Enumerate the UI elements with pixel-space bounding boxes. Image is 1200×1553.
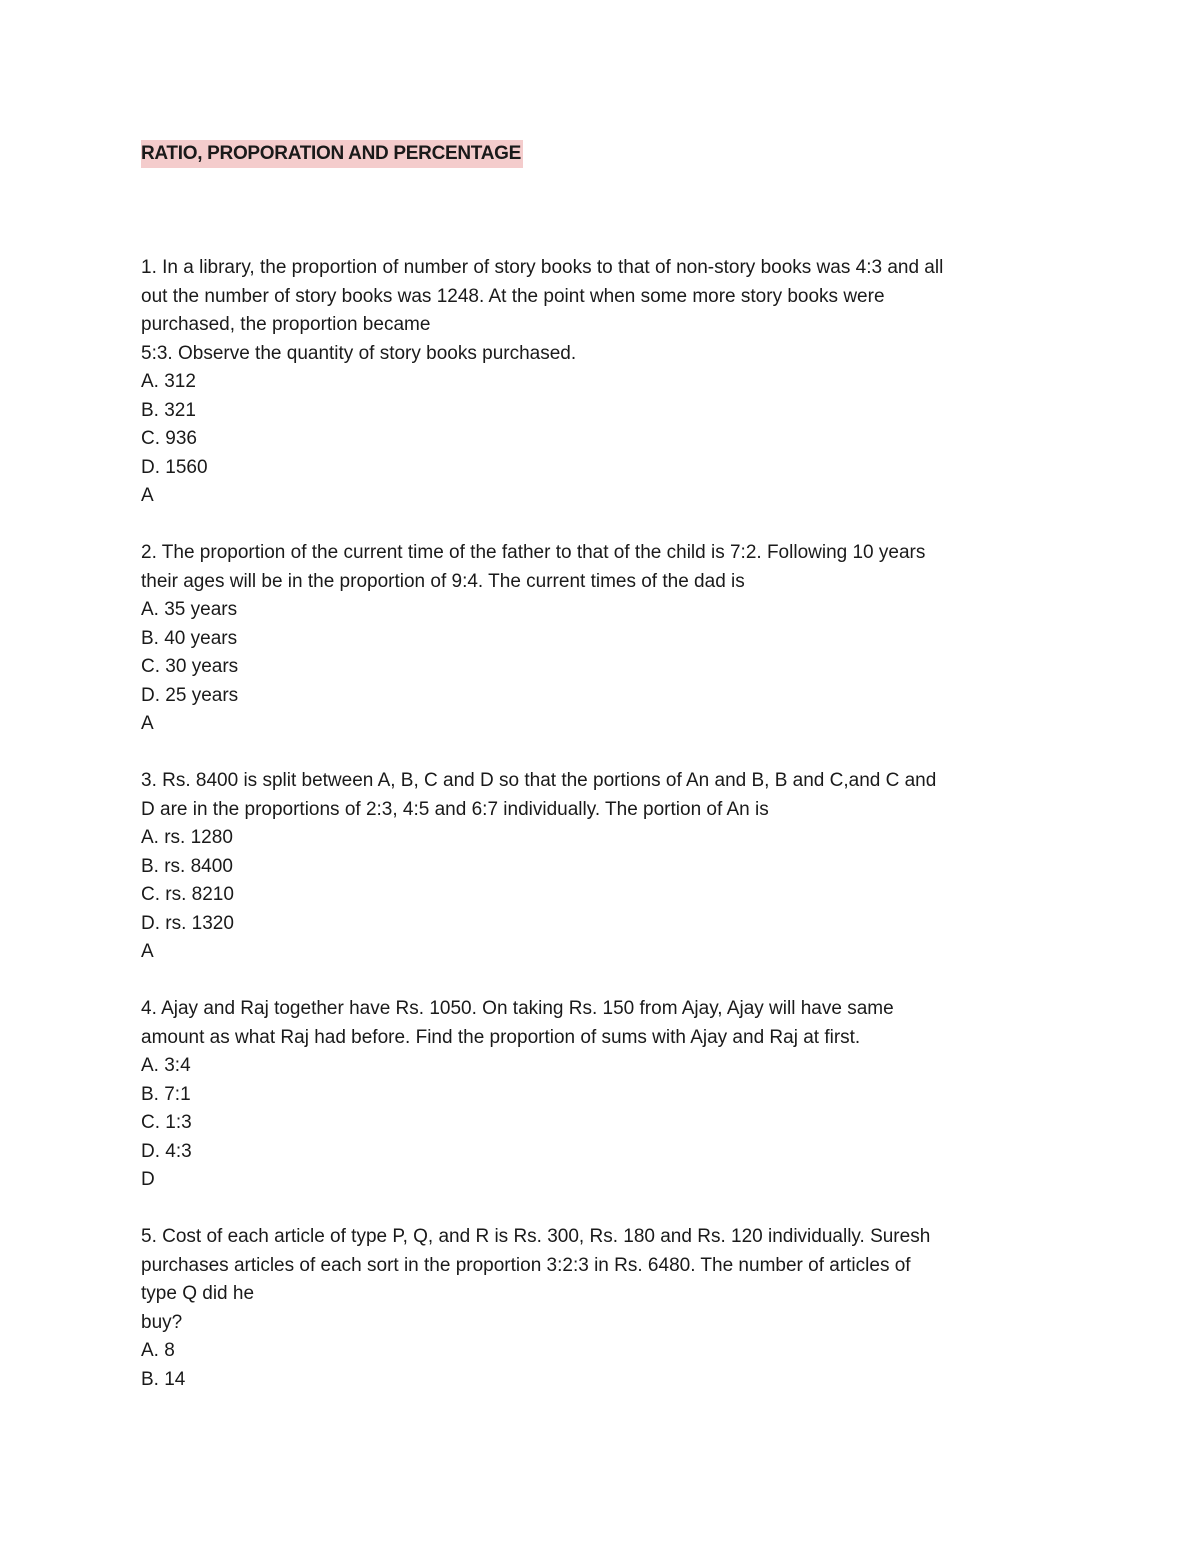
option-d: D. 25 years [141, 684, 239, 706]
question-text-line: D are in the proportions of 2:3, 4:5 and 6:7 individually. The portion of An is [141, 798, 769, 820]
question-1 [141, 254, 1071, 511]
option-a: A. 35 years [141, 599, 238, 620]
page-title: RATIO, PROPORATION AND PERCENTAGE [141, 140, 523, 168]
question-text-line: amount as what Raj had before. Find the proportion of sums with Ajay and Raj at first. [141, 1026, 861, 1048]
option-c: C. 30 years [141, 656, 239, 677]
option-d: D. 4:3 [141, 1140, 192, 1162]
option-a: A. rs. 1280 [141, 827, 233, 848]
question-text-line: 1. In a library, the proportion of number of story books to that of non-story books was 4:3 and all [141, 257, 944, 278]
document-page [141, 140, 1071, 1423]
question-text-line: purchased, the proportion became [141, 314, 431, 335]
option-a: A. 3:4 [141, 1055, 191, 1076]
title-wrap [141, 140, 1071, 254]
question-2 [141, 539, 1071, 739]
question-text-line: type Q did he [141, 1283, 255, 1304]
question-text-line: out the number of story books was 1248. At the point when some more story books were [141, 285, 885, 307]
option-b: B. 7:1 [141, 1083, 191, 1105]
question-text-line: their ages will be in the proportion of 9:4. The current times of the dad is [141, 570, 745, 592]
answer: A [141, 941, 154, 962]
option-b: B. 14 [141, 1368, 186, 1390]
question-3 [141, 767, 1071, 967]
question-5 [141, 1223, 1071, 1394]
option-b: B. 321 [141, 399, 196, 421]
option-b: B. 40 years [141, 627, 238, 649]
answer: A [141, 713, 154, 734]
question-text-line: 3. Rs. 8400 is split between A, B, C and D so that the portions of An and B, B and C,and C and [141, 770, 937, 791]
option-b: B. rs. 8400 [141, 855, 233, 877]
option-a: A. 312 [141, 371, 196, 392]
answer: D [141, 1169, 155, 1190]
question-text-line: 5. Cost of each article of type P, Q, and R is Rs. 300, Rs. 180 and Rs. 120 individually. Suresh [141, 1226, 931, 1247]
option-d: D. rs. 1320 [141, 912, 234, 934]
option-d: D. 1560 [141, 456, 208, 478]
answer: A [141, 485, 154, 506]
option-c: C. rs. 8210 [141, 884, 234, 905]
question-text-line: 5:3. Observe the quantity of story books purchased. [141, 342, 577, 364]
option-a: A. 8 [141, 1340, 175, 1361]
question-text-line: purchases articles of each sort in the proportion 3:2:3 in Rs. 6480. The number of articles of [141, 1254, 911, 1276]
option-c: C. 1:3 [141, 1112, 192, 1133]
question-text-line: 4. Ajay and Raj together have Rs. 1050. On taking Rs. 150 from Ajay, Ajay will have same [141, 998, 894, 1019]
option-c: C. 936 [141, 428, 197, 449]
question-text-line: 2. The proportion of the current time of the father to that of the child is 7:2. Following 10 years [141, 542, 926, 563]
question-text-line: buy? [141, 1311, 183, 1333]
question-4 [141, 995, 1071, 1195]
